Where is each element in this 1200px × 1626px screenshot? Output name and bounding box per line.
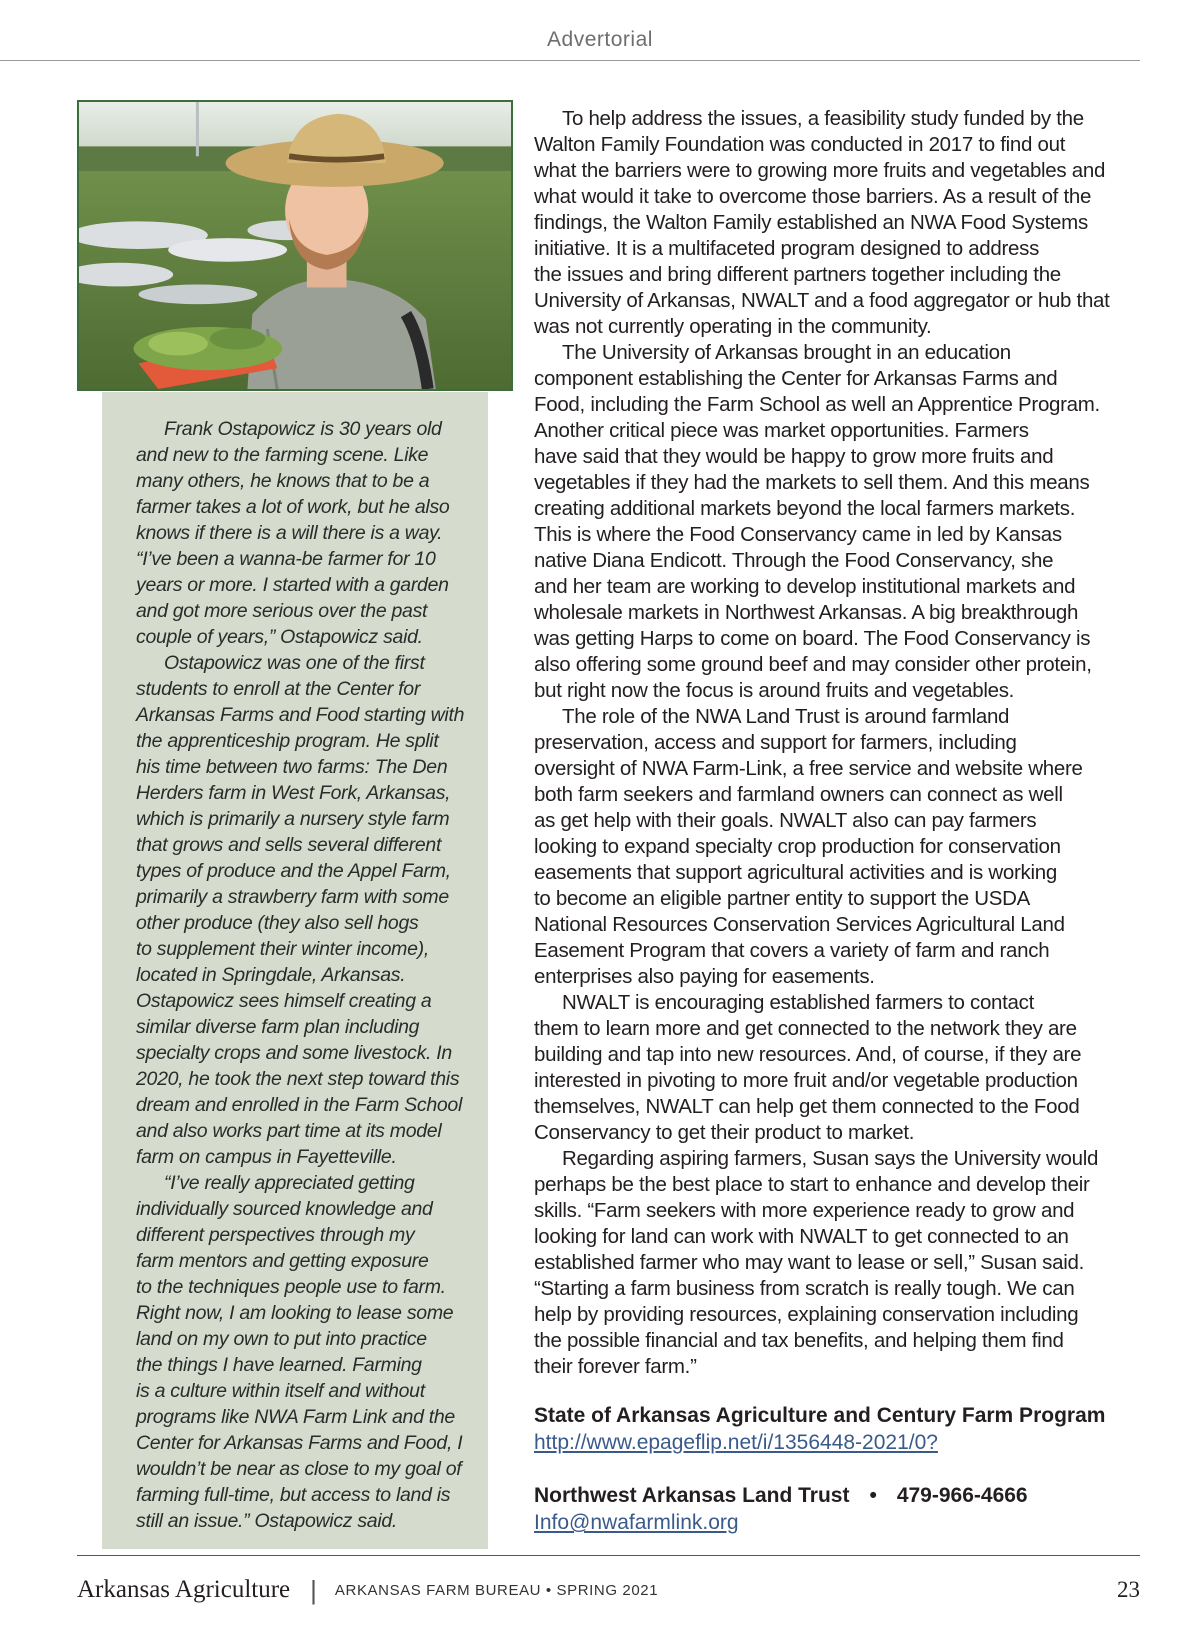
publication-issue: ARKANSAS FARM BUREAU • SPRING 2021 bbox=[334, 1581, 659, 1599]
profile-sidebar bbox=[102, 392, 488, 1549]
land-trust-email-link[interactable]: Info@nwafarmlink.org bbox=[534, 1511, 739, 1534]
resource-links bbox=[534, 1402, 1144, 1536]
article-paragraph: The role of the NWA Land Trust is around farmland preservation, access and support for farmers, including oversight of NWA Farm-Link, a free service and website where both farm seekers and farmland owners can connect as well as get help with their goals. NWALT also can pay farmers looking to expand specialty crop production for conservation easements that support agricultural activities and is working to become an eligible partner entity to support the USDA National Resources Conservation Services Agricultural Land Easement Program that covers a variety of farm and ranch enterprises also paying for easements. bbox=[534, 705, 1083, 988]
article-body bbox=[534, 106, 1144, 1380]
land-trust-name: Northwest Arkansas Land Trust bbox=[534, 1484, 850, 1507]
article-paragraph: Regarding aspiring farmers, Susan says the University would perhaps be the best place to start to enhance and develop their skills. “Farm seekers with more experience ready to grow and looking for land can work with NWALT to get connected to an established farmer who may want to lease or sell,” Susan said. “Starting a farm business from scratch is really tough. We can help by providing resources, explaining conservation including the possible financial and tax benefits, and helping them find their forever farm.” bbox=[534, 1147, 1099, 1378]
farmer-photo-illustration bbox=[79, 102, 511, 389]
land-trust-phone: 479-966-4666 bbox=[896, 1484, 1028, 1507]
program-title: State of Arkansas Agriculture and Century Farm Program bbox=[534, 1404, 1106, 1427]
program-link[interactable]: http://www.epageflip.net/i/1356448-2021/0? bbox=[534, 1431, 938, 1454]
footer-divider bbox=[77, 1555, 1140, 1556]
header-divider bbox=[0, 60, 1140, 61]
farmer-photo bbox=[77, 100, 513, 391]
page-footer bbox=[77, 1570, 1140, 1610]
article-paragraph: The University of Arkansas brought in an education component establishing the Center for Arkansas Farms and Food, including the Farm School as well an Apprentice Program. Another critical piece was market opportunities. Farmers have said that they would be happy to grow more fruits and vegetables if they had the markets to sell them. And this means creating additional markets beyond the local farmers markets. This is where the Food Conservancy came in led by Kansas native Diana Endicott. Through the Food Conservancy, she and her team are working to develop institutional markets and wholesale markets in Northwest Arkansas. A big breakthrough was getting Harps to come on board. The Food Conservancy is also offering some ground beef and may consider other protein, but right now the focus is around fruits and vegetables. bbox=[534, 341, 1100, 702]
sidebar-paragraph: “I’ve really appreciated getting individually sourced knowledge and different perspectives through my farm mentors and getting exposure to the techniques people use to farm. Right now, I am looking to lease some land on my own to put into practice the things I have learned. Farming is a culture within itself and without programs like NWA Farm Link and the Center for Arkansas Farms and Food, I wouldn’t be near as close to my goal of farming full-time, but access to land is still an issue.” Ostapowicz said. bbox=[136, 1172, 463, 1532]
sidebar-paragraph: Frank Ostapowicz is 30 years old and new to the farming scene. Like many others, he knows that to be a farmer takes a lot of work, but he also knows if there is a will there is a way. “I’ve been a wanna-be farmer for 10 years or more. I started with a garden and got more serious over the past couple of years,” Ostapowicz said. bbox=[136, 418, 450, 648]
section-label: Advertorial bbox=[547, 28, 653, 51]
page-number: 23 bbox=[1117, 1577, 1140, 1602]
footer-separator: | bbox=[310, 1574, 317, 1605]
magazine-brand: Arkansas Agriculture bbox=[77, 1576, 291, 1603]
land-trust-contact bbox=[534, 1482, 1144, 1509]
article-paragraph: To help address the issues, a feasibility study funded by the Walton Family Foundation was conducted in 2017 to find out what the barriers were to growing more fruits and vegetables and what would it take to overcome those barriers. As a result of the findings, the Walton Family established an NWA Food Systems initiative. It is a multifaceted program designed to address the issues and bring different partners together including the University of Arkansas, NWALT and a food aggregator or hub that was not currently operating in the community. bbox=[534, 107, 1110, 338]
contact-separator: • bbox=[869, 1484, 877, 1507]
article-paragraph: NWALT is encouraging established farmers to contact them to learn more and get connected to the network they are building and tap into new resources. And, of course, if they are interested in pivoting to more fruit and/or vegetable production themselves, NWALT can help get them connected to the Food Conservancy to get their product to market. bbox=[534, 991, 1082, 1144]
sidebar-paragraph: Ostapowicz was one of the first students to enroll at the Center for Arkansas Farms and Food starting with the apprenticeship program. He split his time between two farms: The Den Herders farm in West Fork, Arkansas, which is primarily a nursery style farm that grows and sells several different types of produce and the Appel Farm, primarily a strawberry farm with some other produce (they also sell hogs to supplement their winter income), located in Springdale, Arkansas. Ostapowicz sees himself creating a similar diverse farm plan including specialty crops and some livestock. In 2020, he took the next step toward this dream and enrolled in the Farm School and also works part time at its model farm on campus in Fayetteville. bbox=[136, 652, 465, 1168]
